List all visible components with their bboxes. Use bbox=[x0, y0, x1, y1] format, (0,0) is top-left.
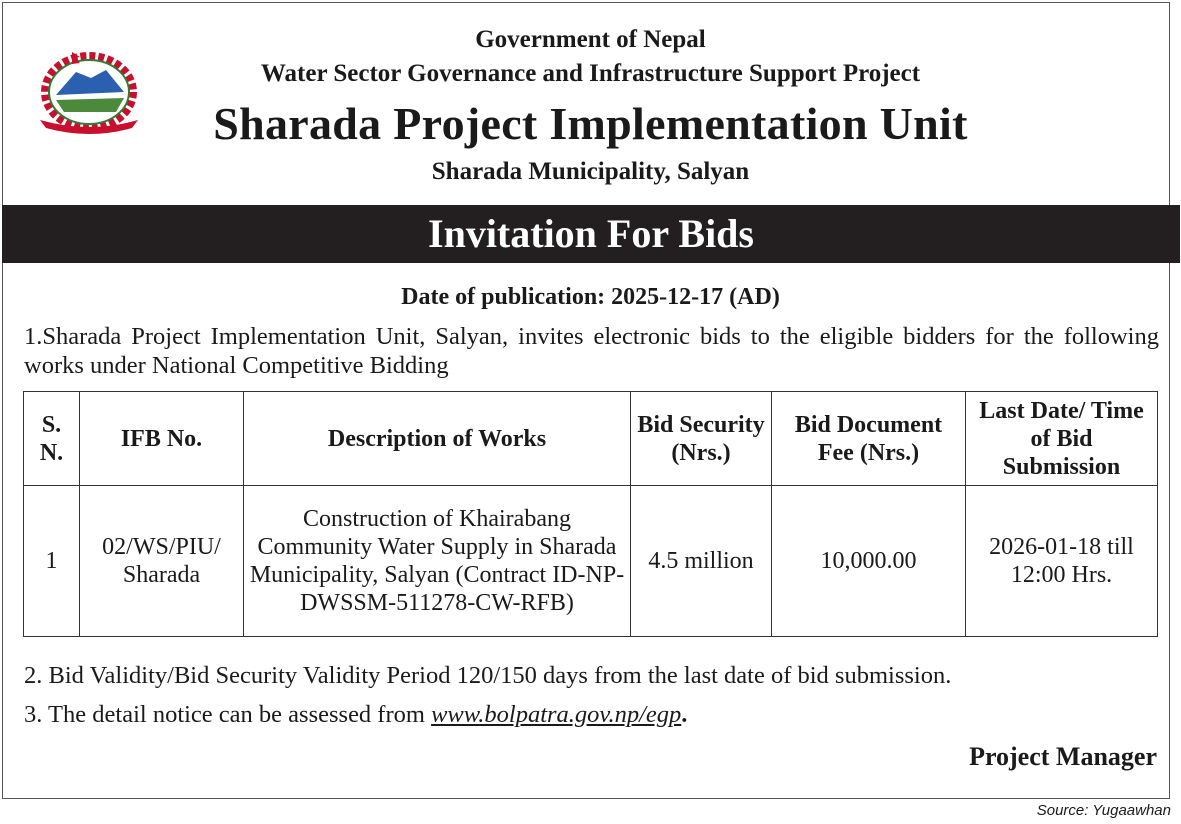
header-ifb: IFB No. bbox=[80, 392, 244, 486]
table-row bbox=[24, 486, 1158, 637]
cell-doc-fee: 10,000.00 bbox=[772, 486, 966, 637]
cell-ifb: 02/WS/PIU/ Sharada bbox=[80, 486, 244, 637]
note-detail-suffix: . bbox=[681, 701, 688, 728]
unit-title: Sharada Project Implementation Unit bbox=[213, 98, 968, 149]
header-doc-fee: Bid Document Fee (Nrs.) bbox=[772, 392, 966, 486]
signatory: Project Manager bbox=[969, 742, 1157, 771]
header-bid-security: Bid Security (Nrs.) bbox=[631, 392, 772, 486]
cell-description: Construction of Khairabang Community Water Supply in Sharada Municipality, Salyan (Contract ID-NP-DWSSM-511278-CW-RFB) bbox=[244, 486, 631, 637]
header-description: Description of Works bbox=[244, 392, 631, 486]
note-validity: 2. Bid Validity/Bid Security Validity Period 120/150 days from the last date of bid submission. bbox=[24, 662, 952, 689]
cell-last-date: 2026-01-18 till 12:00 Hrs. bbox=[966, 486, 1158, 637]
notice-banner: Invitation For Bids bbox=[2, 205, 1180, 263]
note-detail-text: 3. The detail notice can be assessed from bbox=[24, 701, 432, 728]
note-detail bbox=[24, 700, 1159, 729]
publication-date: Date of publication: 2025-12-17 (AD) bbox=[401, 284, 780, 310]
header-sn: S. N. bbox=[24, 392, 80, 486]
project-title: Water Sector Governance and Infrastructure Support Project bbox=[260, 60, 921, 87]
municipality: Sharada Municipality, Salyan bbox=[431, 158, 750, 185]
source-credit: Source: Yugaawhan bbox=[1036, 802, 1171, 819]
bolpatra-link[interactable]: www.bolpatra.gov.np/egp bbox=[431, 701, 682, 728]
government-title: Government of Nepal bbox=[475, 26, 706, 53]
table-header-row bbox=[24, 392, 1158, 486]
bids-table bbox=[23, 391, 1158, 637]
header-last-date: Last Date/ Time of Bid Submission bbox=[966, 392, 1158, 486]
intro-paragraph: 1.Sharada Project Implementation Unit, Salyan, invites electronic bids to the eligible bidders for the following works under National Competitive Bidding bbox=[24, 323, 1159, 379]
cell-bid-security: 4.5 million bbox=[631, 486, 772, 637]
cell-sn: 1 bbox=[24, 486, 80, 637]
